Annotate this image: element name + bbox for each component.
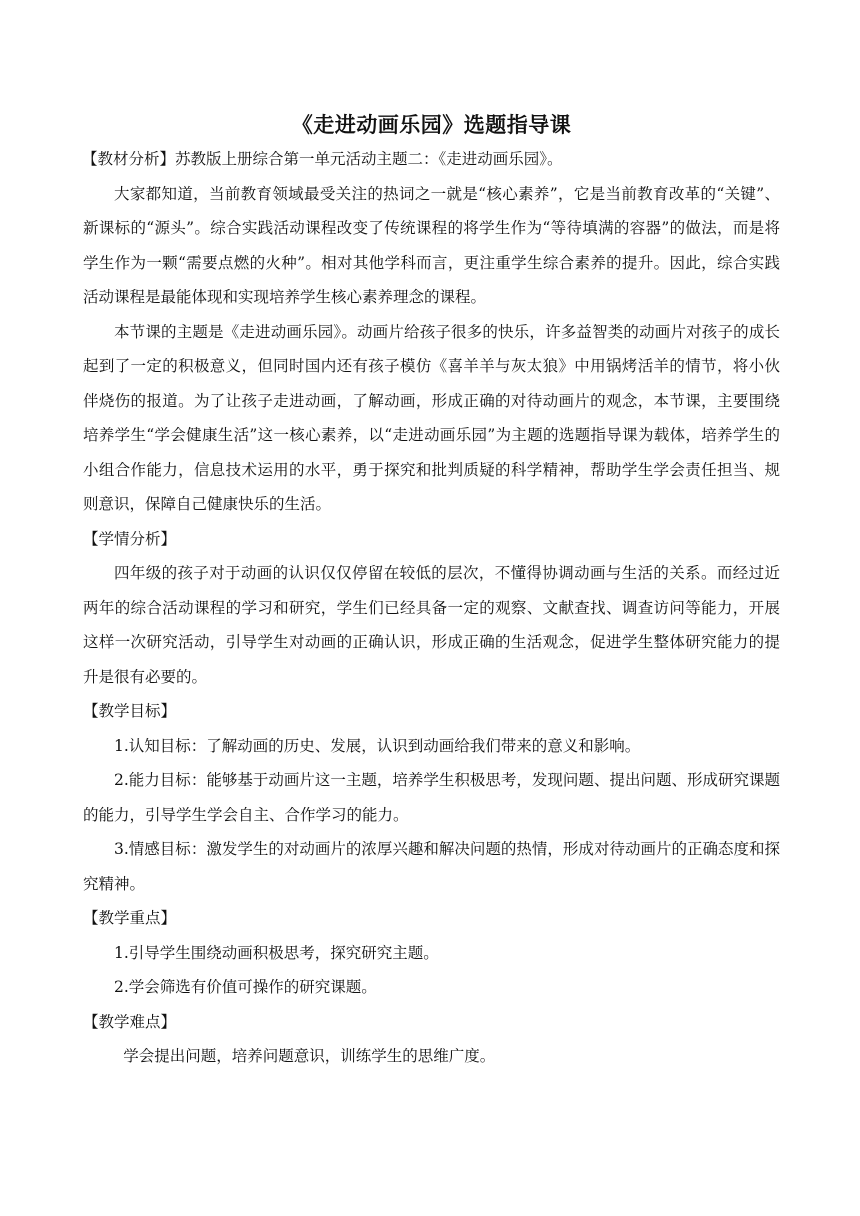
material-analysis-paragraph-1: 大家都知道，当前教育领域最受关注的热词之一就是“核心素养”，它是当前教育改革的“关键”、新课标的“源头”。综合实践活动课程改变了传统课程的将学生作为“等待填满的容器”的做法，而是将学生作为一颗“需要点燃的火种”。相对其他学科而言，更注重学生综合素养的提升。因此，综合实践活动课程是最能体现和实现培养学生核心素养理念的课程。 [83,184,780,306]
teaching-focus-item-1: 1.引导学生围绕动画积极思考，探究研究主题。 [114,943,439,962]
material-analysis-heading: 【教材分析】 [82,150,176,168]
teaching-focus-item-2: 2.学会筛选有价值可操作的研究课题。 [114,978,377,996]
learning-analysis-paragraph: 四年级的孩子对于动画的认识仅仅停留在较低的层次，不懂得协调动画与生活的关系。而经过近两年的综合活动课程的学习和研究，学生们已经具备一定的观察、文献查找、调查访问等能力，开展这样一次研究活动，引导学生对动画的正确认识，形成正确的生活观念，促进学生整体研究能力的提升是很有必要的。 [83,564,780,686]
teaching-goal-item-1: 1.认知目标：了解动画的历史、发展，认识到动画给我们带来的意义和影响。 [114,736,641,755]
teaching-difficulty-paragraph: 学会提出问题，培养问题意识，训练学生的思维广度。 [123,1047,496,1065]
material-analysis-paragraph-2: 本节课的主题是《走进动画乐园》。动画片给孩子很多的快乐，许多益智类的动画片对孩子的成长起到了一定的积极意义，但同时国内还有孩子模仿《喜羊羊与灰太狼》中用锅烤活羊的情节，将小伙伴烧伤的报道。为了让孩子走进动画，了解动画，形成正确的对待动画片的观念，本节课，主要围绕培养学生“学会健康生活”这一核心素养，以“走进动画乐园”为主题的选题指导课为载体，培养学生的小组合作能力，信息技术运用的水平，勇于探究和批判质疑的科学精神，帮助学生学会责任担当、规则意识，保障自己健康快乐的生活。 [83,322,780,513]
teaching-difficulty-heading: 【教学难点】 [83,1012,177,1031]
teaching-goal-item-3: 3.情感目标：激发学生的对动画片的浓厚兴趣和解决问题的热情，形成对待动画片的正确态度和探究精神。 [83,840,780,893]
teaching-goals-heading: 【教学目标】 [83,702,177,720]
teaching-focus-heading: 【教学重点】 [83,909,177,927]
teaching-goal-item-2: 2.能力目标：能够基于动画片这一主题，培养学生积极思考，发现问题、提出问题、形成研究课题的能力，引导学生学会自主、合作学习的能力。 [83,771,780,824]
material-analysis-intro: 苏教版上册综合第一单元活动主题二：《走进动画乐园》。 [175,150,563,168]
document-title: 《走进动画乐园》选题指导课 [291,113,572,137]
document-page [83,108,780,1074]
material-analysis-line [82,142,780,177]
learning-analysis-heading: 【学情分析】 [83,529,177,548]
